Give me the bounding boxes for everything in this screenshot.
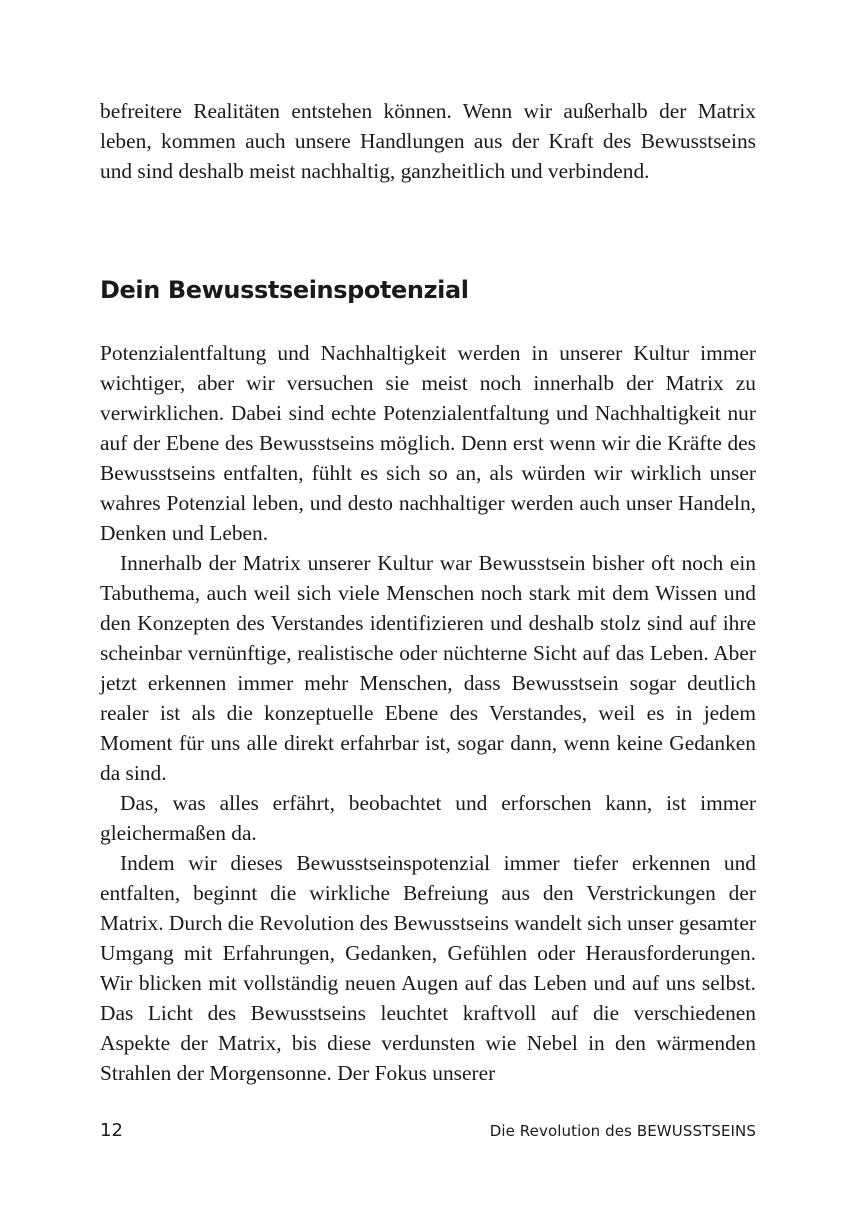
intro-paragraph: befreitere Realitäten entstehen können. Wenn wir außerhalb der Matrix leben, kommen auch unsere Handlungen aus der Kraft des Bewusstseins und sind deshalb meist nachhaltig, ganzheitlich und verbindend. [100,99,756,183]
page-footer [100,1120,756,1141]
section-heading: Dein Bewusstseinspotenzial [100,276,469,304]
paragraph-1: Potenzialentfaltung und Nachhaltigkeit werden in unserer Kultur immer wichtiger, aber wir versuchen sie meist noch innerhalb der Matrix zu verwirklichen. Dabei sind echte Potenzialentfaltung und Nachhaltigkeit nur auf der Ebene des Bewusstseins möglich. Denn erst wenn wir die Kräfte des Bewusstseins entfalten, fühlt es sich so an, als würden wir wirklich unser wahres Potenzial leben, und desto nachhaltiger werden auch unser Handeln, Denken und Leben. [100,341,756,545]
paragraph-3: Das, was alles erfährt, beobachtet und erforschen kann, ist immer gleichermaßen da. [100,791,756,845]
section-body [100,338,756,1088]
paragraph-2: Innerhalb der Matrix unserer Kultur war Bewusstsein bisher oft noch ein Tabuthema, auch weil sich viele Menschen noch stark mit dem Wissen und den Konzepten des Verstandes identifizieren und deshalb stolz sind auf ihre scheinbar vernünftige, realistische oder nüchterne Sicht auf das Leben. Aber jetzt erkennen immer mehr Menschen, dass Bewusstsein sogar deutlich realer ist als die konzeptuelle Ebene des Verstandes, weil es in jedem Moment für uns alle direkt erfahrbar ist, sogar dann, wenn keine Gedanken da sind. [100,551,756,785]
running-title: Die Revolution des BEWUSSTSEINS [489,1122,756,1140]
paragraph-4: Indem wir dieses Bewusstseinspotenzial immer tiefer erkennen und entfalten, beginnt die wirkliche Befreiung aus den Verstrickungen der Matrix. Durch die Revolution des Bewusstseins wandelt sich unser gesamter Umgang mit Erfahrungen, Gedanken, Gefühlen oder Herausforderungen. Wir blicken mit vollständig neuen Augen auf das Leben und auf uns selbst. Das Licht des Bewusstseins leuchtet kraftvoll auf die verschiedenen Aspekte der Matrix, bis diese verdunsten wie Nebel in den wärmenden Strahlen der Morgensonne. Der Fokus unserer [100,851,756,1085]
page-number: 12 [100,1120,123,1141]
intro-block [100,96,756,186]
